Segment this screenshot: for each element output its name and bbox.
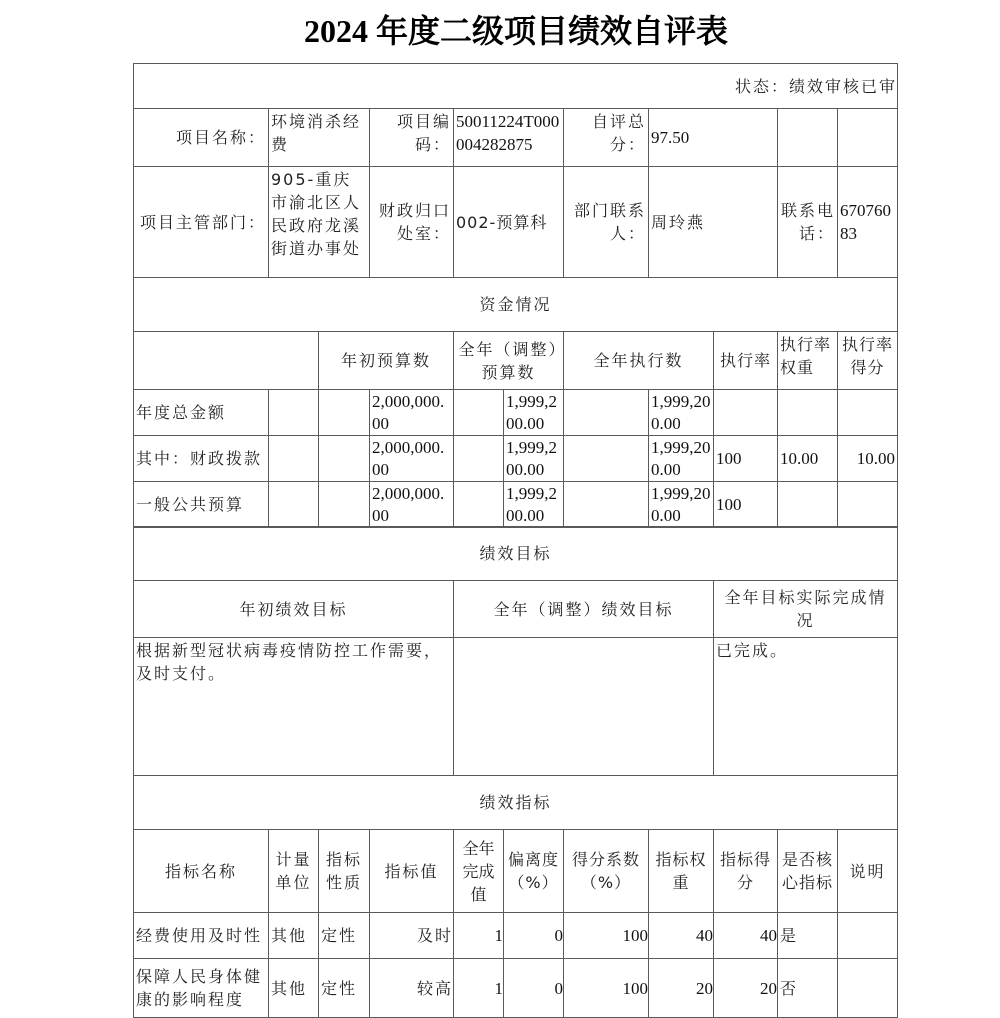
- ind-row-coefficient: 100: [622, 926, 648, 945]
- ind-header-nature: 指标性质: [325, 850, 362, 892]
- funds-row-weight: 10.00: [780, 449, 819, 468]
- funds-section-title-cell: [133, 277, 898, 332]
- funds-header-initial-cell: [318, 331, 454, 390]
- ind-row-value-cell: [369, 912, 454, 959]
- funds-row-executed: 1,999,200.00: [651, 438, 711, 479]
- funds-header-initial: 年初预算数: [340, 351, 431, 370]
- goals-header-initial: 年初绩效目标: [239, 599, 348, 619]
- ind-row-core: 否: [780, 978, 799, 998]
- project-name-label-cell: [133, 108, 269, 167]
- funds-row-adjusted-cell: [503, 435, 564, 482]
- empty-cell-cell: [563, 435, 649, 482]
- funds-row-initial-cell: [369, 435, 454, 482]
- empty-cell-cell: [563, 481, 649, 528]
- empty-cell-cell: [318, 389, 370, 436]
- funds-row-adjusted: 1,999,200.00: [506, 484, 557, 525]
- ind-header-coefficient-cell: [563, 829, 649, 913]
- funds-row-weight-cell: [777, 389, 838, 436]
- ind-row-value-cell: [369, 958, 454, 1018]
- empty-cell-cell: [268, 389, 319, 436]
- score-label: 自评总分：: [591, 112, 646, 154]
- funds-header-adjusted: 全年（调整）预算数: [458, 339, 559, 382]
- project-code-label: 项目编码：: [396, 112, 451, 154]
- ind-header-score-cell: [713, 829, 778, 913]
- score-value-cell: [648, 108, 778, 167]
- ind-row-unit-cell: [268, 958, 319, 1018]
- ind-row-name: 经费使用及时性: [136, 926, 263, 945]
- ind-row-core-cell: [777, 958, 838, 1018]
- ind-row-nature: 定性: [321, 978, 358, 998]
- ind-header-completed: 全年完成值: [462, 838, 495, 904]
- funds-row-label-cell: [133, 481, 269, 528]
- ind-header-unit-cell: [268, 829, 319, 913]
- finance-value: 002-预算科: [456, 212, 548, 232]
- finance-label: 财政归口处室：: [378, 201, 451, 243]
- goals-header-actual-cell: [713, 580, 898, 638]
- ind-row-name-cell: [133, 958, 269, 1018]
- ind-row-note-cell: [837, 958, 898, 1018]
- funds-row-executed-cell: [648, 481, 714, 528]
- empty-cell-cell: [453, 435, 504, 482]
- funds-row-adjusted: 1,999,200.00: [506, 392, 557, 433]
- ind-header-value-cell: [369, 829, 454, 913]
- goals-header-adjusted-cell: [453, 580, 714, 638]
- funds-header-rate: 执行率: [719, 351, 771, 370]
- funds-row-rate: 100: [716, 495, 742, 514]
- ind-header-note-cell: [837, 829, 898, 913]
- funds-row-label: 一般公共预算: [136, 495, 245, 514]
- funds-header-score: 执行率得分: [841, 335, 893, 377]
- ind-row-coefficient-cell: [563, 958, 649, 1018]
- ind-header-name: 指标名称: [164, 861, 237, 881]
- empty-cell: [777, 108, 838, 167]
- ind-row-core: 是: [780, 926, 799, 945]
- funds-header-rate-cell: [713, 331, 778, 390]
- funds-row-initial: 2,000,000.00: [372, 392, 445, 433]
- score-value: 97.50: [651, 128, 690, 147]
- ind-row-completed-cell: [453, 912, 504, 959]
- ind-row-weight: 40: [696, 926, 713, 945]
- project-name-label: 项目名称：: [175, 128, 266, 147]
- funds-row-score-cell: [837, 435, 898, 482]
- finance-label-cell: [369, 166, 454, 278]
- funds-header-executed: 全年执行数: [593, 351, 684, 370]
- goals-section-title: 绩效目标: [479, 544, 552, 563]
- ind-row-deviation: 0: [554, 926, 563, 945]
- funds-row-score-cell: [837, 389, 898, 436]
- ind-row-value: 较高: [416, 978, 453, 998]
- ind-row-deviation: 0: [554, 978, 563, 998]
- finance-value-cell: [453, 166, 564, 278]
- contact-value-cell: [648, 166, 778, 278]
- ind-row-deviation-cell: [503, 912, 564, 959]
- funds-section-title: 资金情况: [479, 295, 552, 314]
- ind-header-nature-cell: [318, 829, 370, 913]
- ind-header-unit: 计量单位: [275, 850, 312, 892]
- ind-header-weight: 指标权重: [655, 850, 707, 892]
- ind-row-score-cell: [713, 958, 778, 1018]
- empty-cell-cell: [563, 389, 649, 436]
- goals-header-actual: 全年目标实际完成情况: [724, 588, 887, 630]
- ind-row-unit: 其他: [271, 926, 308, 945]
- status-row: [133, 63, 898, 109]
- project-code-value-cell: [453, 108, 564, 167]
- ind-row-nature: 定性: [321, 926, 358, 945]
- funds-row-label: 年度总金额: [136, 403, 227, 422]
- ind-header-core: 是否核心指标: [781, 850, 833, 892]
- ind-header-name-cell: [133, 829, 269, 913]
- ind-row-deviation-cell: [503, 958, 564, 1018]
- funds-row-rate-cell: [713, 435, 778, 482]
- ind-header-weight-cell: [648, 829, 714, 913]
- status-text: 状态：绩效审核已审: [734, 76, 897, 96]
- goals-header-adjusted: 全年（调整）绩效目标: [493, 599, 674, 619]
- dept-label: 项目主管部门：: [139, 212, 266, 232]
- funds-header-executed-cell: [563, 331, 714, 390]
- ind-header-value: 指标值: [384, 861, 439, 881]
- funds-row-adjusted-cell: [503, 389, 564, 436]
- ind-row-coefficient: 100: [622, 978, 648, 998]
- goals-initial-text: 根据新型冠状病毒疫情防控工作需要，及时支付。: [136, 641, 443, 683]
- funds-row-adjusted-cell: [503, 481, 564, 528]
- ind-header-completed-cell: [453, 829, 504, 913]
- ind-row-name: 保障人民身体健康的影响程度: [136, 967, 263, 1009]
- ind-row-score: 40: [760, 926, 777, 945]
- project-code-label-cell: [369, 108, 454, 167]
- ind-row-nature-cell: [318, 912, 370, 959]
- goals-adjusted-text-cell: [453, 637, 714, 776]
- phone-value: 67076083: [840, 201, 891, 243]
- ind-row-completed-cell: [453, 958, 504, 1018]
- ind-row-note-cell: [837, 912, 898, 959]
- contact-label-cell: [563, 166, 649, 278]
- ind-row-weight: 20: [696, 978, 713, 998]
- funds-row-adjusted: 1,999,200.00: [506, 438, 557, 479]
- goals-initial-text-cell: [133, 637, 454, 776]
- funds-row-label: 其中：财政拨款: [136, 449, 263, 468]
- ind-row-value: 及时: [416, 926, 453, 945]
- ind-row-unit: 其他: [271, 978, 308, 998]
- funds-row-score-cell: [837, 481, 898, 528]
- phone-label-cell: [777, 166, 838, 278]
- funds-row-weight-cell: [777, 481, 838, 528]
- funds-row-initial: 2,000,000.00: [372, 484, 445, 525]
- funds-row-initial-cell: [369, 389, 454, 436]
- empty-cell-cell: [268, 435, 319, 482]
- dept-value-cell: [268, 166, 370, 278]
- funds-row-initial-cell: [369, 481, 454, 528]
- score-label-cell: [563, 108, 649, 167]
- funds-row-weight-cell: [777, 435, 838, 482]
- goals-actual-text-cell: [713, 637, 898, 776]
- indicators-section-title: 绩效指标: [479, 793, 552, 812]
- phone-label: 联系电话：: [780, 201, 835, 243]
- funds-row-label-cell: [133, 435, 269, 482]
- contact-label: 部门联系人：: [573, 201, 646, 243]
- empty-cell: [837, 108, 898, 167]
- ind-header-coefficient: 得分系数（%）: [571, 850, 640, 892]
- ind-row-weight-cell: [648, 958, 714, 1018]
- funds-header-adjusted-cell: [453, 331, 564, 390]
- ind-header-score: 指标得分: [719, 850, 771, 892]
- ind-row-weight-cell: [648, 912, 714, 959]
- funds-row-score: 10.00: [856, 449, 895, 468]
- funds-header-weight-cell: [777, 331, 838, 390]
- funds-header-blank: [133, 331, 319, 390]
- project-name-value-cell: [268, 108, 370, 167]
- indicators-section-title-cell: [133, 775, 898, 830]
- empty-cell-cell: [268, 481, 319, 528]
- funds-row-executed: 1,999,200.00: [651, 392, 711, 433]
- page-title: 2024 年度二级项目绩效自评表: [303, 13, 728, 49]
- phone-value-cell: [837, 166, 898, 278]
- goals-section-title-cell: [133, 526, 898, 581]
- contact-value: 周玲燕: [651, 212, 706, 232]
- empty-cell-cell: [453, 389, 504, 436]
- project-code-value: 50011224T000004282875: [456, 112, 560, 154]
- dept-label-cell: [133, 166, 269, 278]
- funds-row-executed-cell: [648, 389, 714, 436]
- funds-header-score-cell: [837, 331, 898, 390]
- funds-row-rate: 100: [716, 449, 742, 468]
- ind-header-deviation: 偏离度（%）: [507, 850, 559, 892]
- ind-row-score-cell: [713, 912, 778, 959]
- funds-row-rate-cell: [713, 481, 778, 528]
- project-name-value: 环境消杀经费: [271, 112, 362, 154]
- funds-row-label-cell: [133, 389, 269, 436]
- empty-cell-cell: [318, 435, 370, 482]
- ind-row-name-cell: [133, 912, 269, 959]
- empty-cell-cell: [318, 481, 370, 528]
- ind-row-completed: 1: [494, 978, 503, 998]
- funds-row-executed-cell: [648, 435, 714, 482]
- funds-row-executed: 1,999,200.00: [651, 484, 711, 525]
- ind-row-nature-cell: [318, 958, 370, 1018]
- ind-row-score: 20: [760, 978, 777, 998]
- empty-cell-cell: [453, 481, 504, 528]
- ind-header-deviation-cell: [503, 829, 564, 913]
- ind-row-coefficient-cell: [563, 912, 649, 959]
- ind-header-core-cell: [777, 829, 838, 913]
- goals-header-initial-cell: [133, 580, 454, 638]
- dept-value: 905-重庆市渝北区人民政府龙溪街道办事处: [271, 170, 362, 258]
- goals-actual-text: 已完成。: [716, 641, 789, 660]
- funds-header-weight: 执行率权重: [780, 335, 832, 377]
- ind-row-core-cell: [777, 912, 838, 959]
- funds-row-initial: 2,000,000.00: [372, 438, 445, 479]
- ind-header-note: 说明: [849, 861, 886, 881]
- ind-row-unit-cell: [268, 912, 319, 959]
- funds-row-rate-cell: [713, 389, 778, 436]
- ind-row-completed: 1: [494, 926, 503, 945]
